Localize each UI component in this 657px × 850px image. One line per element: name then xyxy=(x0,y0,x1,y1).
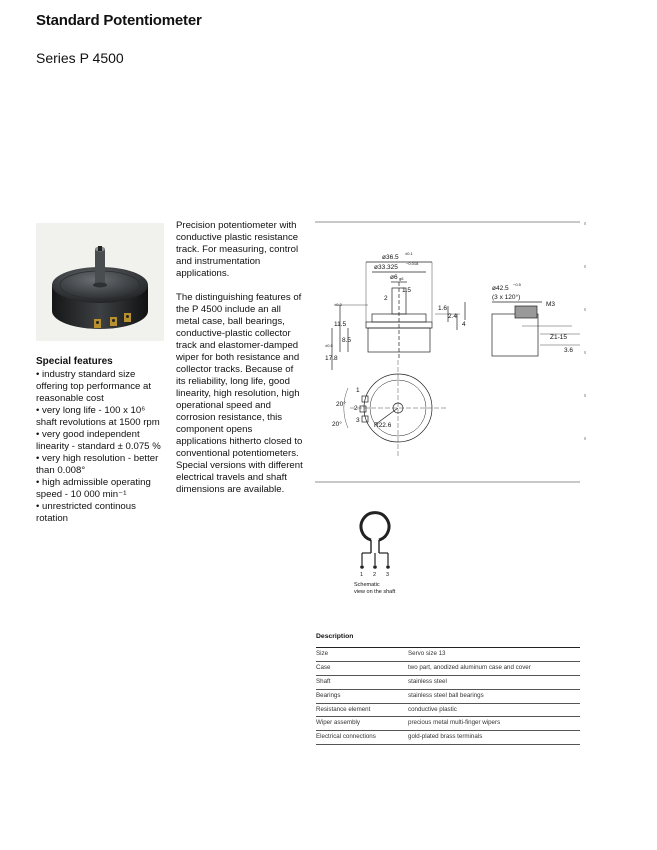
features-list xyxy=(36,369,164,525)
schematic-caption: Schematic xyxy=(354,582,380,588)
schematic-pin: 2 xyxy=(373,572,377,578)
schematic-diagram xyxy=(310,495,450,630)
spec-key: Electrical connections xyxy=(316,733,376,741)
spec-key: Case xyxy=(316,663,331,671)
spec-table-heading: Description xyxy=(316,633,580,648)
dim-bolt-spacing: (3 x 120°) xyxy=(492,294,521,301)
features-heading: Special features xyxy=(36,356,113,367)
table-row xyxy=(316,704,580,718)
list-item: • high admissible operating speed - 10 000 min⁻¹ xyxy=(36,477,151,500)
table-row xyxy=(316,731,580,745)
schematic-caption: view on the shaft xyxy=(354,589,396,595)
dim-bolt-tol: −0.5 xyxy=(513,282,521,287)
spec-key: Resistance element xyxy=(316,705,371,713)
schematic-pin: 1 xyxy=(360,572,364,578)
dim-pilot-label: ø33.325 xyxy=(374,264,398,271)
spec-key: Size xyxy=(316,650,329,657)
dim-shaft-label: ø6 xyxy=(390,274,398,281)
list-item: • very long life - 100 x 10⁶ shaft revolutions at 1500 rpm xyxy=(36,405,160,428)
dim-24-label: 2.4 xyxy=(448,313,458,320)
terminal-label: 3 xyxy=(356,417,360,424)
angle-b-label: 20° xyxy=(332,421,342,428)
spec-table xyxy=(316,633,580,745)
description-paragraph: The distinguishing features of the P 4500 include an all metal case, ball bearings, conductive-plastic collector track and elastomer-damped wiper for both resistance and collector tracks. Because of its reliability, long life, good linearity, high resolution, high operational speed and corrosion resistance, this component opens applications hitherto closed to conventional potentiometers. Special versions with different electrical travels and shaft dimensions are available. xyxy=(176,292,303,495)
dim-16-label: 1.6 xyxy=(438,305,448,312)
spec-value: precious metal multi-finger wipers xyxy=(408,719,501,727)
dim-178-tol: ±0.5 xyxy=(325,343,333,348)
table-row xyxy=(316,648,580,662)
table-row xyxy=(316,690,580,704)
dim-178-label: 17.8 xyxy=(325,355,338,362)
dim-4-label: 4 xyxy=(462,321,466,328)
description-text xyxy=(176,220,304,508)
list-item: • unrestricted continous rotation xyxy=(36,501,136,524)
terminal-label: 2 xyxy=(354,405,358,412)
table-row xyxy=(316,662,580,676)
terminal-label: 1 xyxy=(356,387,360,394)
dim-2-label: 2 xyxy=(384,295,388,302)
schematic-pin: 3 xyxy=(386,572,390,578)
thread-label: M3 xyxy=(546,301,556,308)
dim-shaft-tol: g6 xyxy=(399,276,404,281)
spec-value: gold-plated brass terminals xyxy=(408,733,483,741)
dim-flat-label: 1.5 xyxy=(402,287,412,294)
spec-key: Shaft xyxy=(316,677,331,685)
page-title: Standard Potentiometer xyxy=(36,12,202,29)
thread-depth-label: Z1-15 xyxy=(550,334,567,341)
dim-outer-label: ø36.5 xyxy=(382,254,399,261)
dim-bolt-label: ø42.5 xyxy=(492,285,509,292)
dim-115-label: 11.5 xyxy=(334,321,347,328)
dim-outer-tol: ±0.1 xyxy=(405,251,413,256)
dim-36-label: 3.6 xyxy=(564,347,574,354)
dim-85-label: 8.5 xyxy=(342,337,352,344)
list-item: • very good independent linearity - standard ± 0.075 % xyxy=(36,429,161,452)
table-row xyxy=(316,717,580,731)
spec-value: two part, anodized aluminum case and cover xyxy=(408,663,531,671)
page-subtitle: Series P 4500 xyxy=(36,50,124,66)
dim-115-tol: ±0.3 xyxy=(334,302,342,307)
table-row xyxy=(316,676,580,690)
description-paragraph: Precision potentiometer with conductive plastic resistance track. For measuring, control and instrumentation applications. xyxy=(176,220,299,279)
radius-label: R22.6 xyxy=(374,422,392,429)
product-photo xyxy=(36,223,164,341)
spec-value: stainless steel ball bearings xyxy=(408,691,484,699)
list-item: • industry standard size offering top performance at reasonable cost xyxy=(36,369,152,404)
spec-key: Wiper assembly xyxy=(316,719,361,727)
spec-value: conductive plastic xyxy=(408,705,457,713)
dim-pilot-tol: −0.018 xyxy=(406,261,419,266)
list-item: • very high resolution - better than 0.008° xyxy=(36,453,159,476)
angle-a-label: 20° xyxy=(336,401,346,408)
dimension-drawing xyxy=(310,210,600,495)
spec-value: Servo size 13 xyxy=(408,650,446,657)
spec-value: stainless steel xyxy=(408,677,447,685)
spec-key: Bearings xyxy=(316,691,341,699)
